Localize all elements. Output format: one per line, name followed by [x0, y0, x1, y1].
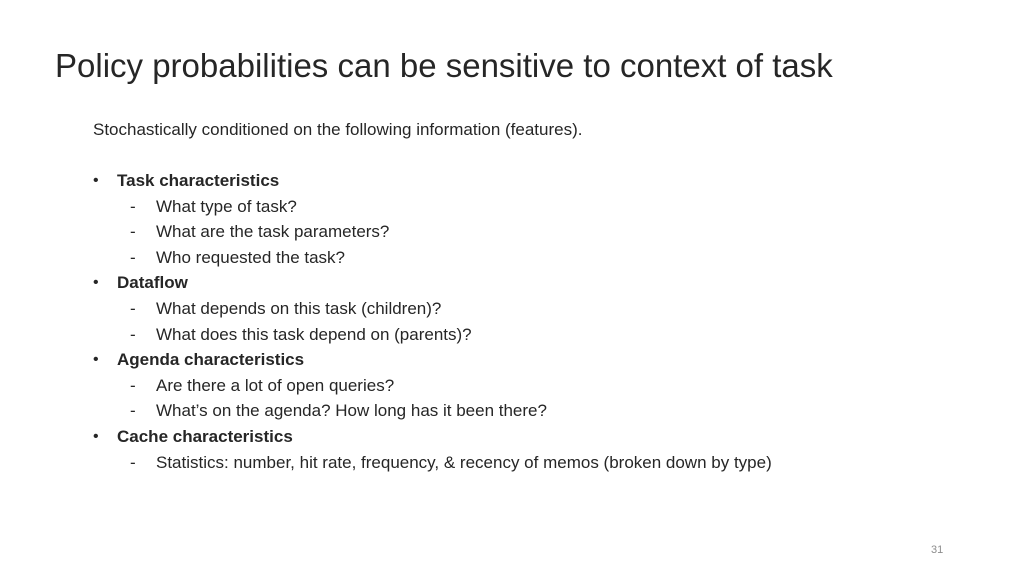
dash-marker: - [130, 452, 136, 472]
sub-list [93, 296, 772, 347]
sub-item [93, 322, 772, 348]
sub-item [93, 296, 772, 322]
bullet-marker: • [93, 274, 99, 292]
dash-marker: - [130, 324, 136, 344]
sub-item [93, 245, 772, 271]
sub-item-text: Are there a lot of open queries? [156, 375, 395, 395]
sub-item [93, 219, 772, 245]
sub-item-text: What type of task? [156, 196, 297, 216]
bullet-task-characteristics [93, 168, 772, 270]
bullet-heading [93, 347, 772, 373]
dash-marker: - [130, 298, 136, 318]
sub-item-text: What’s on the agenda? How long has it been there? [156, 401, 547, 421]
sub-item-text: What are the task parameters? [156, 222, 390, 242]
bullet-dataflow [93, 270, 772, 347]
dash-marker: - [130, 196, 136, 216]
sub-item [93, 373, 772, 399]
bullet-list [93, 168, 772, 475]
bullet-heading [93, 168, 772, 194]
bullet-label: Cache characteristics [117, 426, 293, 446]
sub-item [93, 398, 772, 424]
bullet-marker: • [93, 172, 99, 189]
sub-list [93, 373, 772, 424]
page-number: 31 [931, 544, 944, 556]
slide-title: Policy probabilities can be sensitive to context of task [55, 47, 833, 84]
dash-marker: - [130, 401, 136, 421]
bullet-label: Task characteristics [117, 171, 280, 190]
sub-item-text: Who requested the task? [156, 247, 346, 267]
sub-list [93, 450, 772, 476]
sub-item-text: What depends on this task (children)? [156, 298, 442, 318]
bullet-heading [93, 270, 772, 296]
bullet-label: Agenda characteristics [117, 350, 305, 370]
bullet-marker: • [93, 351, 99, 369]
bullet-heading [93, 424, 772, 450]
sub-item-text: Statistics: number, hit rate, frequency, & recency of memos (broken down by type) [156, 452, 772, 472]
sub-item [93, 450, 772, 476]
sub-item-text: What does this task depend on (parents)? [156, 324, 472, 344]
bullet-marker: • [93, 427, 99, 445]
dash-marker: - [130, 247, 136, 267]
bullet-cache-characteristics [93, 424, 772, 475]
dash-marker: - [130, 222, 136, 242]
dash-marker: - [130, 375, 136, 395]
sub-item [93, 194, 772, 220]
bullet-label: Dataflow [117, 273, 188, 293]
bullet-agenda-characteristics [93, 347, 772, 424]
sub-list [93, 194, 772, 271]
intro-text: Stochastically conditioned on the following information (features). [93, 120, 583, 139]
